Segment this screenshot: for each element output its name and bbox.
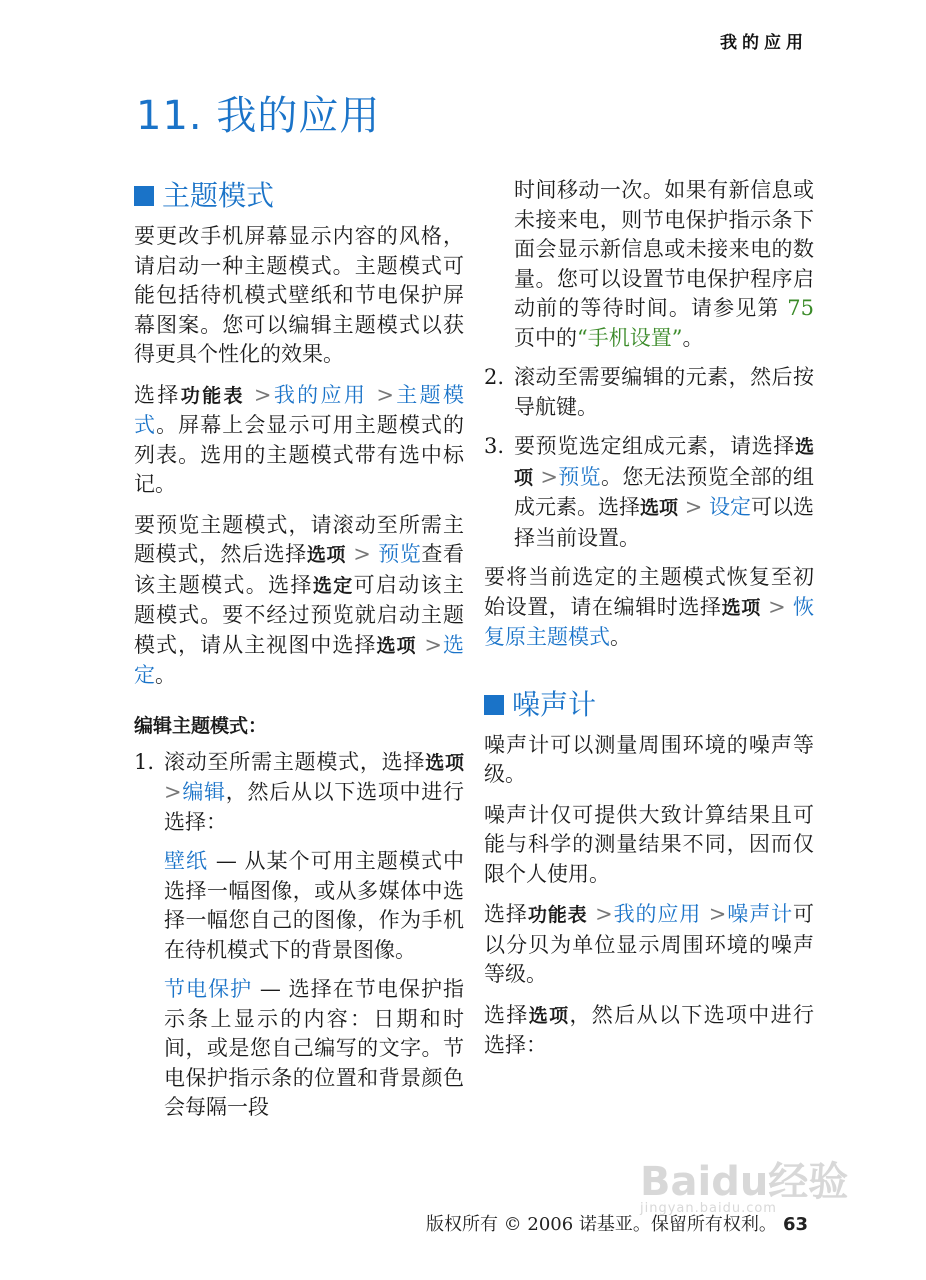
edit-steps-list <box>134 748 464 1123</box>
left-column <box>134 176 464 1133</box>
link-settings[interactable]: 设定 <box>709 495 751 519</box>
baidu-watermark-logo: Baidu经验 jingyan.baidu.com <box>640 1159 849 1216</box>
section-heading-theme <box>134 176 464 216</box>
list-item-step-1-cont: 时间移动一次。如果有新信息或未接来电，则节电保护指示条下面会显示新信息或未接来电的数量。您可以设置节电保护程序启动前的等待时间。请参见第 75 页中的“手机设置”。 <box>514 178 814 350</box>
link-restore-theme[interactable]: 恢复原主题模式 <box>484 594 814 649</box>
link-my-apps[interactable]: 我的应用 <box>271 382 368 407</box>
square-bullet-icon <box>134 186 154 206</box>
wallpaper-option: 壁纸 — 从某个可用主题模式中选择一幅图像，或从多媒体中选择一幅您自己的图像，作为手机在待机模式下的背景图像。 <box>164 849 465 962</box>
noise-p2: 噪声计仅可提供大致计算结果且可能与科学的测量结果不同，因而仅限个人使用。 <box>484 802 814 886</box>
page-ref-link[interactable]: 75 <box>787 296 814 320</box>
restore-paragraph: 要将当前选定的主题模式恢复至初始设置，请在编辑时选择选项 > 恢复原主题模式。 <box>484 565 814 649</box>
page-number: 63 <box>782 1214 808 1235</box>
noise-p1: 噪声计可以测量周围环境的噪声等级。 <box>484 732 814 786</box>
list-item-step-2: 2. 滚动至需要编辑的元素，然后按导航键。 <box>484 365 814 419</box>
copyright-text: 版权所有 © 2006 诺基亚。保留所有权利。 <box>425 1214 777 1235</box>
menu-keyword: 功能表 <box>180 384 245 407</box>
link-wallpaper[interactable]: 壁纸 <box>164 849 209 873</box>
section-heading-text: 主题模式 <box>162 179 275 212</box>
link-theme[interactable]: 主题模式 <box>134 382 464 437</box>
right-column <box>484 176 814 1072</box>
noise-p3: 选择功能表 >我的应用 >噪声计可以分贝为单位显示周围环境的噪声等级。 <box>484 902 814 986</box>
list-item-step-1: 1. 滚动至所需主题模式，选择选项 >编辑，然后从以下选项中进行选择： 壁纸 — 从某个可用主题模式中选择一幅图像，或从多媒体中选择一幅您自己的图像，作为手机在待机模式下的背景图像。 节电保护 — 选择在节电保护指示条上显示的内容：日期和时间，或是您自己编写的文字。节电保护指示条的位置和背景颜色会每隔一段 <box>134 748 464 1123</box>
select-paragraph: 选择功能表 >我的应用 >主题模式。屏幕上会显示可用主题模式的列表。选用的主题模式带有选中标记。 <box>134 382 465 496</box>
square-bullet-icon <box>484 695 504 715</box>
edit-subheading: 编辑主题模式： <box>134 714 268 737</box>
link-preview[interactable]: 预览 <box>378 542 422 566</box>
link-noise-meter[interactable]: 噪声计 <box>726 902 793 926</box>
phone-settings-link[interactable]: “手机设置” <box>577 325 683 350</box>
section-heading-text: 噪声计 <box>512 687 597 721</box>
section-heading-noise <box>484 685 814 725</box>
list-item-step-3: 3. 要预览选定组成元素，请选择选项 >预览。您无法预览全部的组成元素。选择选项 > 设定可以选择当前设置。 <box>484 434 814 550</box>
powersaver-option: 节电保护 — 选择在节电保护指示条上显示的内容：日期和时间，或是您自己编写的文字。节电保护指示条的位置和背景颜色会每隔一段 <box>164 977 464 1119</box>
preview-paragraph: 要预览主题模式，请滚动至所需主题模式，然后选择选项 > 预览查看该主题模式。选择选定可启动该主题模式。要不经过预览就启动主题模式，请从主视图中选择选项 >选定。 <box>134 512 465 687</box>
noise-p4: 选择选项，然后从以下选项中进行选择： <box>484 1002 814 1057</box>
link-select[interactable]: 选定 <box>134 632 464 687</box>
chapter-title: 11. 我的应用 <box>136 93 381 139</box>
running-head: 我的应用 <box>720 33 808 53</box>
link-powersaver[interactable]: 节电保护 <box>164 977 253 1001</box>
footer <box>426 1210 808 1236</box>
link-edit[interactable]: 编辑 <box>181 780 226 804</box>
continued-steps-list <box>484 176 814 553</box>
link-my-apps-2[interactable]: 我的应用 <box>612 902 702 926</box>
link-preview-2[interactable]: 预览 <box>557 464 601 489</box>
theme-intro: 要更改手机屏幕显示内容的风格，请启动一种主题模式。主题模式可能包括待机模式壁纸和节电保护屏幕图案。您可以编辑主题模式以获得更具个性化的效果。 <box>134 224 464 366</box>
